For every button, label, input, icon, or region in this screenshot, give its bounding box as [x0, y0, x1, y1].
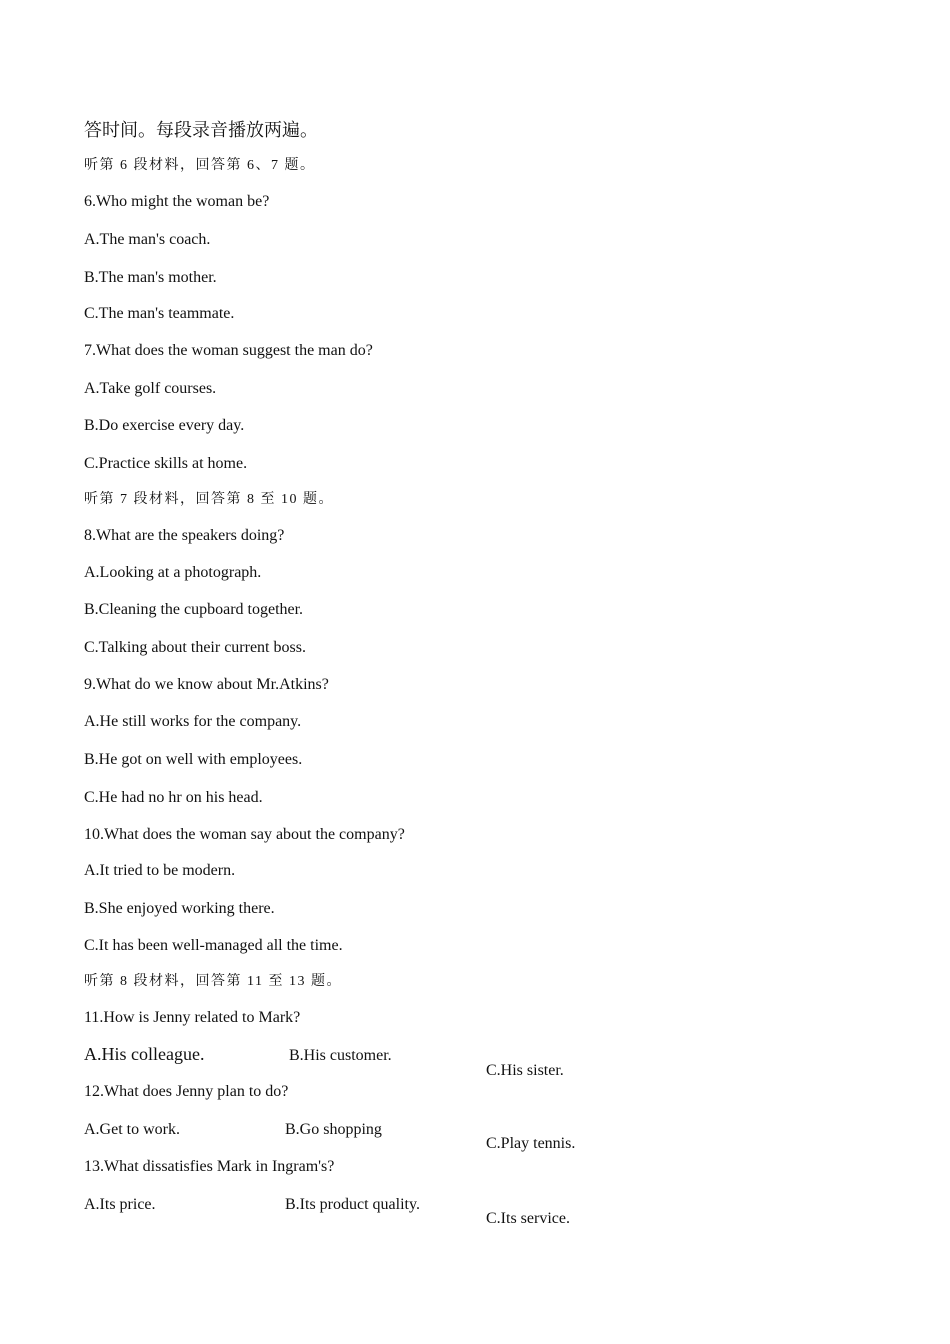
q7-option-b: B.Do exercise every day. [84, 417, 245, 434]
question-8: 8.What are the speakers doing? [84, 527, 285, 544]
section-8-heading: 听第 8 段材料，回答第 11 至 13 题。 [84, 974, 342, 989]
q6-option-b: B.The man's mother. [84, 269, 217, 286]
question-10: 10.What does the woman say about the company? [84, 826, 405, 843]
q6-option-a: A.The man's coach. [84, 231, 211, 248]
q6-option-c: C.The man's teammate. [84, 305, 235, 322]
q10-option-c: C.It has been well-managed all the time. [84, 937, 343, 954]
question-7: 7.What does the woman suggest the man do? [84, 342, 373, 359]
question-12: 12.What does Jenny plan to do? [84, 1083, 289, 1100]
question-9: 9.What do we know about Mr.Atkins? [84, 676, 329, 693]
q12-option-a: A.Get to work. [84, 1121, 180, 1138]
section-6-heading: 听第 6 段材料，回答第 6、7 题。 [84, 158, 316, 173]
q12-option-c: C.Play tennis. [486, 1135, 576, 1152]
section-7-heading: 听第 7 段材料，回答第 8 至 10 题。 [84, 492, 334, 507]
q8-option-a: A.Looking at a photograph. [84, 564, 262, 581]
question-13: 13.What dissatisfies Mark in Ingram's? [84, 1158, 335, 1175]
q13-option-c: C.Its service. [486, 1210, 570, 1227]
q8-option-b: B.Cleaning the cupboard together. [84, 601, 304, 618]
question-11: 11.How is Jenny related to Mark? [84, 1009, 301, 1026]
q9-option-c: C.He had no hr on his head. [84, 789, 263, 806]
q9-option-a: A.He still works for the company. [84, 713, 302, 730]
q10-option-b: B.She enjoyed working there. [84, 900, 275, 917]
q7-option-c: C.Practice skills at home. [84, 455, 248, 472]
q11-option-b: B.His customer. [289, 1047, 392, 1064]
q13-option-a: A.Its price. [84, 1196, 156, 1213]
intro-text: 答时间。每段录音播放两遍。 [84, 120, 318, 140]
q11-option-a: A.His colleague. [84, 1044, 205, 1064]
q8-option-c: C.Talking about their current boss. [84, 639, 306, 656]
q13-option-b: B.Its product quality. [285, 1196, 420, 1213]
q9-option-b: B.He got on well with employees. [84, 751, 303, 768]
question-6: 6.Who might the woman be? [84, 193, 270, 210]
q12-option-b: B.Go shopping [285, 1121, 382, 1138]
q10-option-a: A.It tried to be modern. [84, 862, 236, 879]
q11-option-c: C.His sister. [486, 1062, 564, 1079]
q7-option-a: A.Take golf courses. [84, 380, 217, 397]
